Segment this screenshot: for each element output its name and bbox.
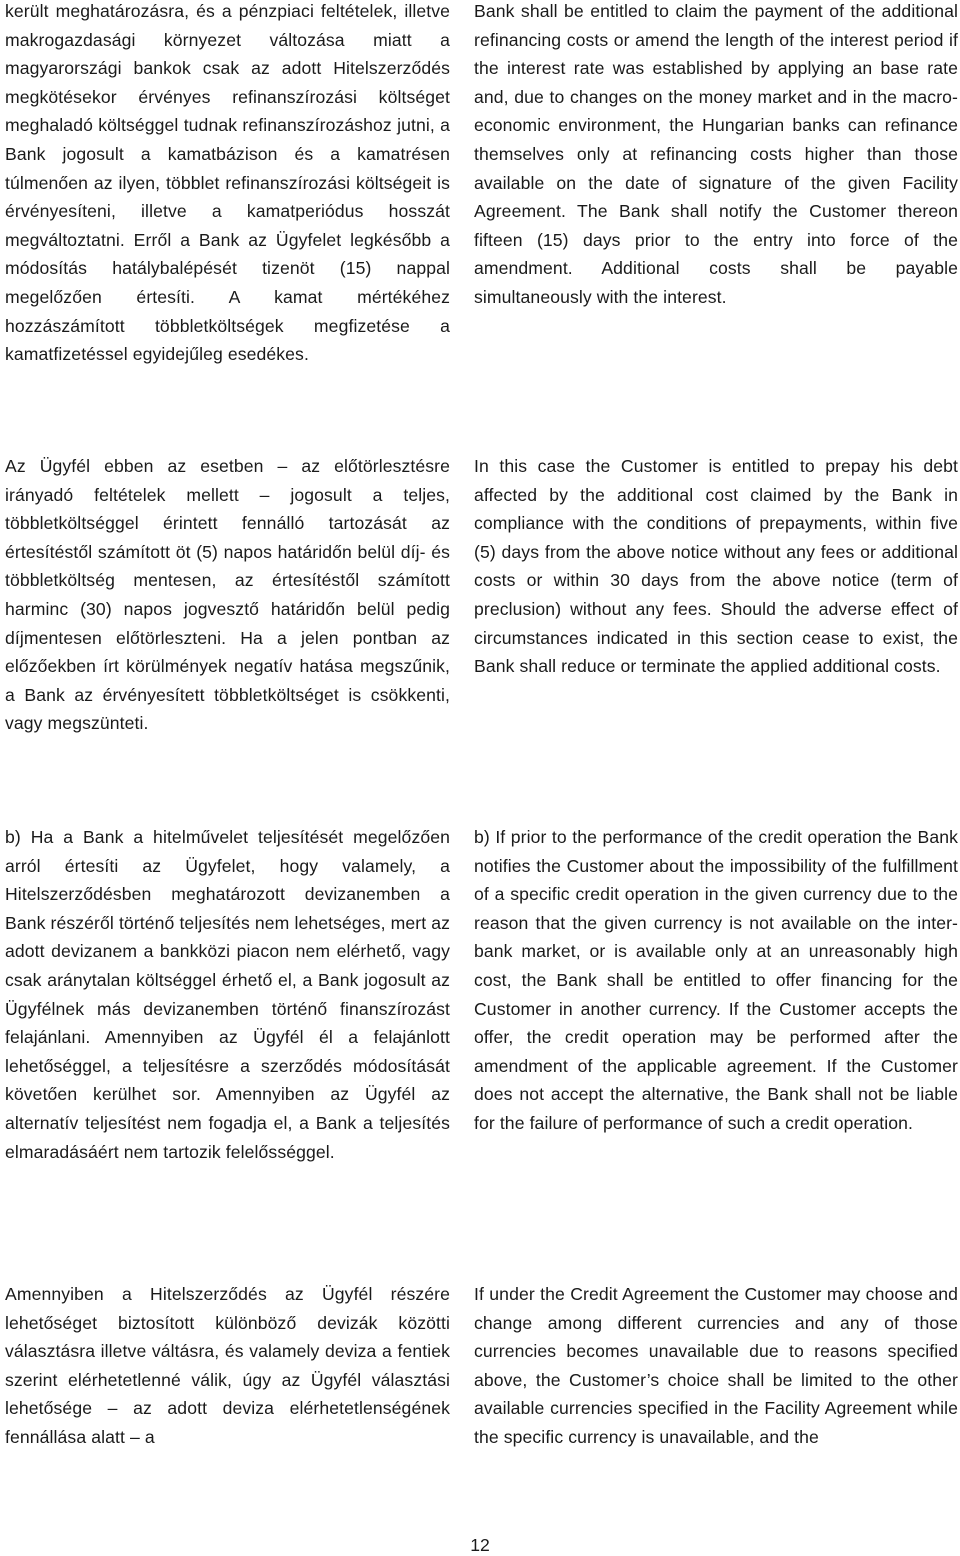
page-number: 12 [470, 1535, 490, 1555]
english-paragraph-2: In this case the Customer is entitled to prepay his debt affected by the additional cost claimed by the Bank in compliance with the conditions of prepayments, within five (5) days from the above notice without any fees or additional costs or within 30 days from the above notice (term of preclusion) without any fees. Should the adverse effect of circumstances indicated in this section cease to exist, the Bank shall reduce or terminate the applied additional costs. [474, 456, 958, 677]
hungarian-paragraph-4: Amennyiben a Hitelszerződés az Ügyfél részére lehetőséget biztosított különböző devizák közötti választásra illetve váltásra, és valamely deviza a fentiek szerint elérhetetlenné válik, úgy az Ügyfél választási lehetősége – az adott deviza elérhetetlenségének fennállása alatt – a [5, 1284, 450, 1447]
english-paragraph-1: Bank shall be entitled to claim the payment of the additional refinancing costs or amend the length of the interest period if the interest rate was established by applying an base rate and, due to changes on the money market and in the macro-economic environment, the Hungarian banks can refinance themselves only at refinancing costs higher than those available on the date of signature of the given Facility Agreement. The Bank shall notify the Customer thereon fifteen (15) days prior to the entry into force of the amendment. Additional costs shall be payable simultaneously with the interest. [474, 1, 958, 307]
hungarian-paragraph-1: került meghatározásra, és a pénzpiaci feltételek, illetve makrogazdasági környezet változása miatt a magyarországi bankok csak az adott Hitelszerződés megkötésekor érvényes refinanszírozási költséget meghaladó költséggel tudnak refinanszírozáshoz jutni, a Bank jogosult a kamatbázison és a kamatrésen túlmenően az ilyen, többlet refinanszírozási költségeit is érvényesíteni, illetve a kamatperiódus hosszát megváltoztatni. Erről a Bank az Ügyfelet legkésőbb a módosítás hatálybalépését tizenöt (15) nappal megelőzően értesíti. A kamat mértékéhez hozzászámított többletköltségek megfizetése a kamatfizetéssel egyidejűleg esedékes. [5, 1, 450, 365]
english-paragraph-4: If under the Credit Agreement the Customer may choose and change among different currencies and any of those currencies becomes unavailable due to reasons specified above, the Customer’s choice shall be limited to the other available currencies specified in the Facility Agreement while the specific currency is unavailable, and the [474, 1284, 958, 1447]
hungarian-paragraph-2: Az Ügyfél ebben az esetben – az előtörlesztésre irányadó feltételek mellett – jogosult a teljes, többletköltséggel érintett fennálló tartozását az értesítéstől számított öt (5) napos határidőn belül díj- és többletköltség mentesen, az értesítéstől számított harminc (30) napos jogvesztő határidőn belül pedig díjmentesen előtörleszteni. Ha a jelen pontban az előzőekben írt körülmények negatív hatása megszűnik, a Bank az érvényesített többletköltséget is csökkenti, vagy megszünteti. [5, 456, 450, 734]
english-paragraph-3: b) If prior to the performance of the credit operation the Bank notifies the Customer about the impossibility of the fulfillment of a specific credit operation in the given currency due to the reason that the given currency is not available on the inter-bank market, or is available only at an unreasonably high cost, the Bank shall be entitled to offer financing for the Customer in another currency. If the Customer accepts the offer, the credit operation may be performed after the amendment of the applicable agreement. If the Customer does not accept the alternative, the Bank shall not be liable for the failure of performance of such a credit operation. [474, 827, 958, 1133]
hungarian-paragraph-3: b) Ha a Bank a hitelművelet teljesítését megelőzően arról értesíti az Ügyfelet, hogy valamely, a Hitelszerződésben meghatározott devizanemben a Bank részéről történő teljesítés nem lehetséges, mert az adott devizanem a bankközi piacon nem elérhető, vagy csak aránytalan költséggel érhető el, a Bank jogosult az Ügyfélnek más devizanemben történő finanszírozást felajánlani. Amennyiben az Ügyfél él a felajánlott lehetőséggel, a teljesítésre a szerződés módosítását követően kerülhet sor. Amennyiben az Ügyfél az alternatív teljesítést nem fogadja el, a Bank a teljesítés elmaradásáért nem tartozik felelősséggel. [5, 827, 450, 1162]
